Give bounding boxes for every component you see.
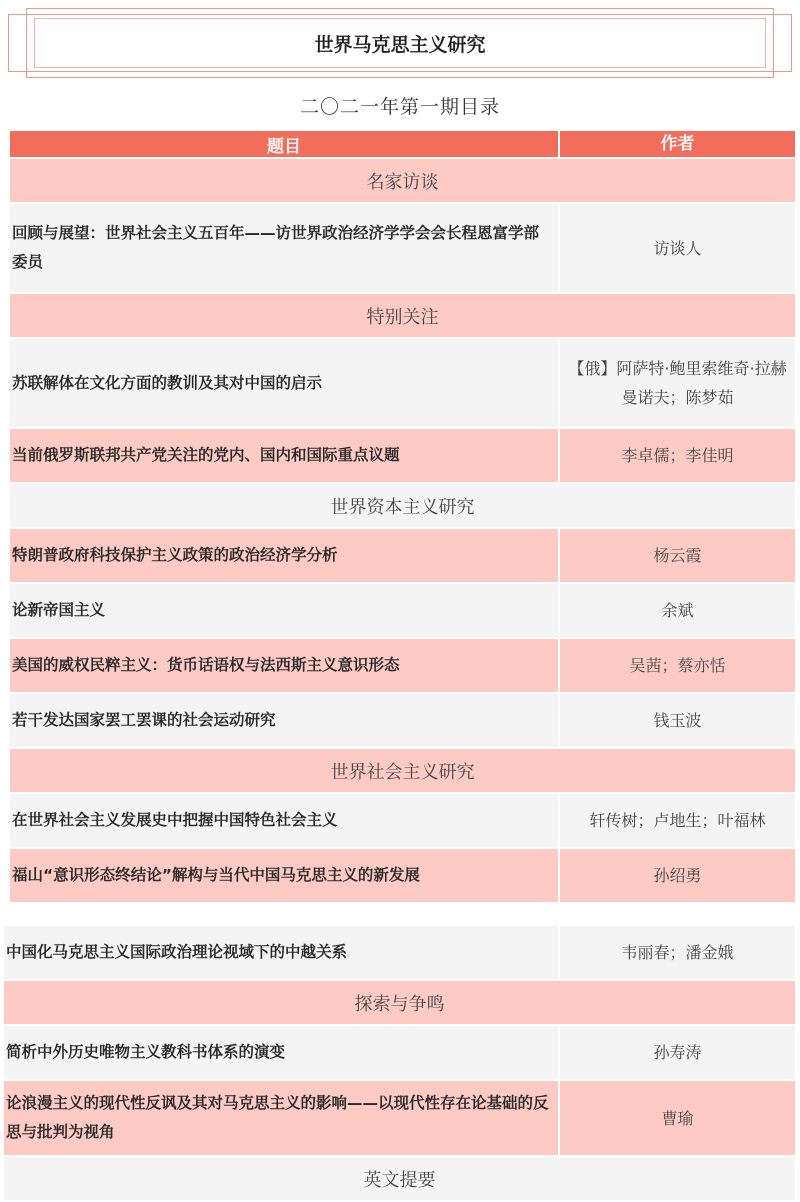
table-row[interactable] <box>4 1026 795 1081</box>
article-author: 韦丽春；潘金娥 <box>558 926 795 979</box>
table-gap <box>10 903 795 926</box>
article-title[interactable]: 中国化马克思主义国际政治理论视域下的中越关系 <box>6 943 348 961</box>
article-author: 访谈人 <box>558 204 795 292</box>
article-author: 钱玉波 <box>558 694 795 747</box>
table-row[interactable] <box>10 429 795 484</box>
header-frame <box>8 8 792 78</box>
article-author: 曹瑜 <box>558 1081 795 1155</box>
table-row[interactable] <box>10 794 795 849</box>
section-header-special-focus: 特别关注 <box>10 294 795 339</box>
article-title[interactable]: 特朗普政府科技保护主义政策的政治经济学分析 <box>12 546 338 564</box>
article-author: 吴茜；蔡亦恬 <box>558 639 795 692</box>
section-header-interview: 名家访谈 <box>10 159 795 204</box>
article-author: 杨云霞 <box>558 529 795 582</box>
section-header-exploration-debate: 探索与争鸣 <box>4 981 795 1026</box>
article-title[interactable]: 当前俄罗斯联邦共产党关注的党内、国内和国际重点议题 <box>12 446 400 464</box>
table-row[interactable] <box>10 694 795 749</box>
article-title[interactable]: 福山“意识形态终结论”解构与当代中国马克思主义的新发展 <box>12 866 420 884</box>
section-header-english-abstracts[interactable]: 英文提要 <box>4 1157 795 1202</box>
journal-title: 世界马克思主义研究 <box>314 33 486 56</box>
column-header-author: 作者 <box>558 131 795 157</box>
section-header-capitalism-research: 世界资本主义研究 <box>10 484 795 529</box>
section-header-socialism-research: 世界社会主义研究 <box>10 749 795 794</box>
article-author: 李卓儒；李佳明 <box>558 429 795 482</box>
table-row[interactable] <box>10 204 795 294</box>
issue-subtitle: 二〇二一年第一期目录 <box>299 96 500 118</box>
article-author: 余斌 <box>558 584 795 637</box>
article-author: 孙绍勇 <box>558 849 795 902</box>
table-row[interactable] <box>10 339 795 429</box>
article-title[interactable]: 苏联解体在文化方面的教训及其对中国的启示 <box>12 373 323 392</box>
table-row[interactable] <box>10 849 795 904</box>
article-title[interactable]: 若干发达国家罢工罢课的社会运动研究 <box>12 711 276 729</box>
article-title[interactable]: 论新帝国主义 <box>12 601 106 619</box>
table-row[interactable] <box>10 529 795 584</box>
table-row[interactable] <box>10 584 795 639</box>
article-title[interactable]: 论浪漫主义的现代性反讽及其对马克思主义的影响——以现代性存在论基础的反思与批判为视角 <box>6 1094 549 1141</box>
table-row[interactable] <box>10 639 795 694</box>
table-header-row <box>10 131 795 159</box>
article-author: 孙寿涛 <box>558 1026 795 1079</box>
article-title[interactable]: 美国的威权民粹主义：货币话语权与法西斯主义意识形态 <box>12 656 400 674</box>
article-title[interactable]: 简析中外历史唯物主义教科书体系的演变 <box>6 1043 286 1061</box>
toc-table <box>10 131 795 904</box>
toc-table-continued <box>4 926 795 1202</box>
article-title[interactable]: 回顾与展望：世界社会主义五百年——访世界政治经济学学会会长程恩富学部委员 <box>12 224 540 271</box>
table-row[interactable] <box>4 926 795 981</box>
table-row[interactable] <box>4 1081 795 1157</box>
column-header-title: 题目 <box>267 136 301 157</box>
article-author: 【俄】阿萨特·鲍里索维奇·拉赫曼诺夫；陈梦茹 <box>558 339 795 427</box>
article-author: 轩传树；卢地生；叶福林 <box>558 794 795 847</box>
article-title[interactable]: 在世界社会主义发展史中把握中国特色社会主义 <box>12 811 338 829</box>
